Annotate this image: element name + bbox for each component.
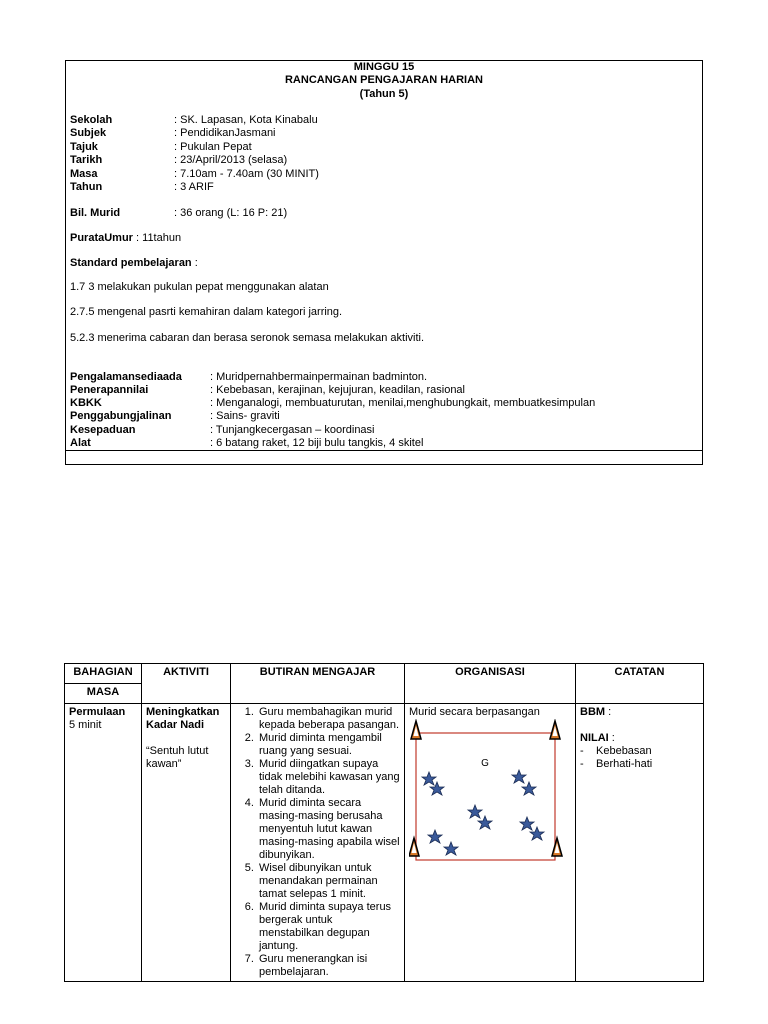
nilai-item: - Kebebasan — [580, 745, 699, 758]
info-sekolah: Sekolah : SK. Lapasan, Kota Kinabalu — [70, 114, 318, 126]
cell-aktiviti — [142, 704, 231, 982]
step-item: 2. Murid diminta mengambil ruang yang sesuai. — [257, 732, 400, 758]
detail-penggabungjalinan: Penggabungjalinan : Sains- graviti — [70, 410, 280, 422]
cell-bahagian — [65, 704, 142, 982]
header-butiran: BUTIRAN MENGAJAR — [231, 664, 405, 704]
cone-icon — [552, 838, 562, 856]
student-icon — [520, 817, 534, 830]
student-icon — [522, 782, 536, 795]
court-diagram — [409, 719, 569, 869]
detail-penerapan: Penerapannilai : Kebebasan, kerajinan, kejujuran, keadilan, rasional — [70, 384, 465, 396]
lesson-header-box — [65, 60, 703, 465]
info-subjek: Subjek : PendidikanJasmani — [70, 127, 276, 139]
info-tahun: Tahun : 3 ARIF — [70, 181, 214, 193]
masa-value: 5 minit — [69, 719, 102, 731]
header-bahagian: BAHAGIAN — [65, 664, 142, 684]
standard-label: Standard pembelajaran : — [70, 257, 198, 269]
cell-catatan — [576, 704, 704, 982]
standard-item: 2.7.5 mengenal pasrti kemahiran dalam kategori jarring. — [70, 306, 343, 318]
nilai-label: NILAI : — [580, 732, 615, 744]
organisasi-caption: Murid secara berpasangan — [409, 706, 540, 718]
aktiviti-game: “Sentuh lutut kawan” — [146, 745, 209, 770]
header-masa: MASA — [65, 684, 142, 704]
box-divider — [66, 450, 702, 451]
step-item: 5. Wisel dibunyikan untuk menandakan permainan tamat selepas 1 minit. — [257, 862, 400, 901]
standard-item: 5.2.3 menerima cabaran dan berasa seronok semasa melakukan aktiviti. — [70, 332, 425, 344]
detail-pengalaman: Pengalamansediaada : Muridpernahbermainpermainan badminton. — [70, 371, 428, 383]
standard-item: 1.7 3 melakukan pukulan pepat menggunakan alatan — [70, 281, 329, 293]
lesson-table — [64, 663, 704, 982]
nilai-list — [580, 745, 699, 771]
week-title: MINGGU 15 — [353, 61, 415, 73]
student-icon — [530, 827, 544, 840]
cell-organisasi — [405, 704, 576, 982]
info-tarikh: Tarikh : 23/April/2013 (selasa) — [70, 154, 288, 166]
cone-icon — [411, 721, 421, 739]
detail-alat: Alat : 6 batang raket, 12 biji bulu tangkis, 4 skitel — [70, 437, 424, 449]
cell-butiran — [231, 704, 405, 982]
info-masa: Masa : 7.10am - 7.40am (30 MINIT) — [70, 168, 319, 180]
bbm-label: BBM : — [580, 706, 612, 718]
step-item: 7. Guru menerangkan isi pembelajaran. — [257, 953, 400, 979]
student-icon — [444, 842, 458, 855]
year-title: (Tahun 5) — [359, 88, 409, 100]
steps-list — [235, 706, 400, 979]
step-item: 1. Guru membahagikan murid kepada beberapa pasangan. — [257, 706, 400, 732]
teacher-marker: G — [481, 758, 489, 769]
purata-umur: PurataUmur : 11tahun — [70, 232, 182, 244]
bil-murid: Bil. Murid : 36 orang (L: 16 P: 21) — [70, 207, 288, 219]
cone-icon — [550, 721, 560, 739]
nilai-item: - Berhati-hati — [580, 758, 699, 771]
step-item: 3. Murid diingatkan supaya tidak melebihi kawasan yang telah ditanda. — [257, 758, 400, 797]
aktiviti-title: Meningkatkan Kadar Nadi — [146, 706, 220, 731]
step-item: 4. Murid diminta secara masing-masing berusaha menyentuh lutut kawan masing-masing apabila wisel dibunyikan. — [257, 797, 400, 862]
header-organisasi: ORGANISASI — [405, 664, 576, 704]
student-icon — [428, 830, 442, 843]
detail-kesepaduan: Kesepaduan : Tunjangkecergasan – koordinasi — [70, 424, 375, 436]
student-icon — [468, 805, 482, 818]
cone-icon — [409, 838, 419, 856]
step-item: 6. Murid diminta supaya terus bergerak untuk menstabilkan degupan jantung. — [257, 901, 400, 953]
plan-title: RANCANGAN PENGAJARAN HARIAN — [284, 74, 483, 86]
student-icon — [512, 770, 526, 783]
bahagian-value: Permulaan — [69, 706, 126, 718]
student-icon — [422, 772, 436, 785]
detail-kbkk: KBKK : Menganalogi, membuaturutan, menilai,menghubungkait, membuatkesimpulan — [70, 397, 596, 409]
header-aktiviti: AKTIVITI — [142, 664, 231, 704]
header-catatan: CATATAN — [576, 664, 704, 704]
info-tajuk: Tajuk : Pukulan Pepat — [70, 141, 252, 153]
